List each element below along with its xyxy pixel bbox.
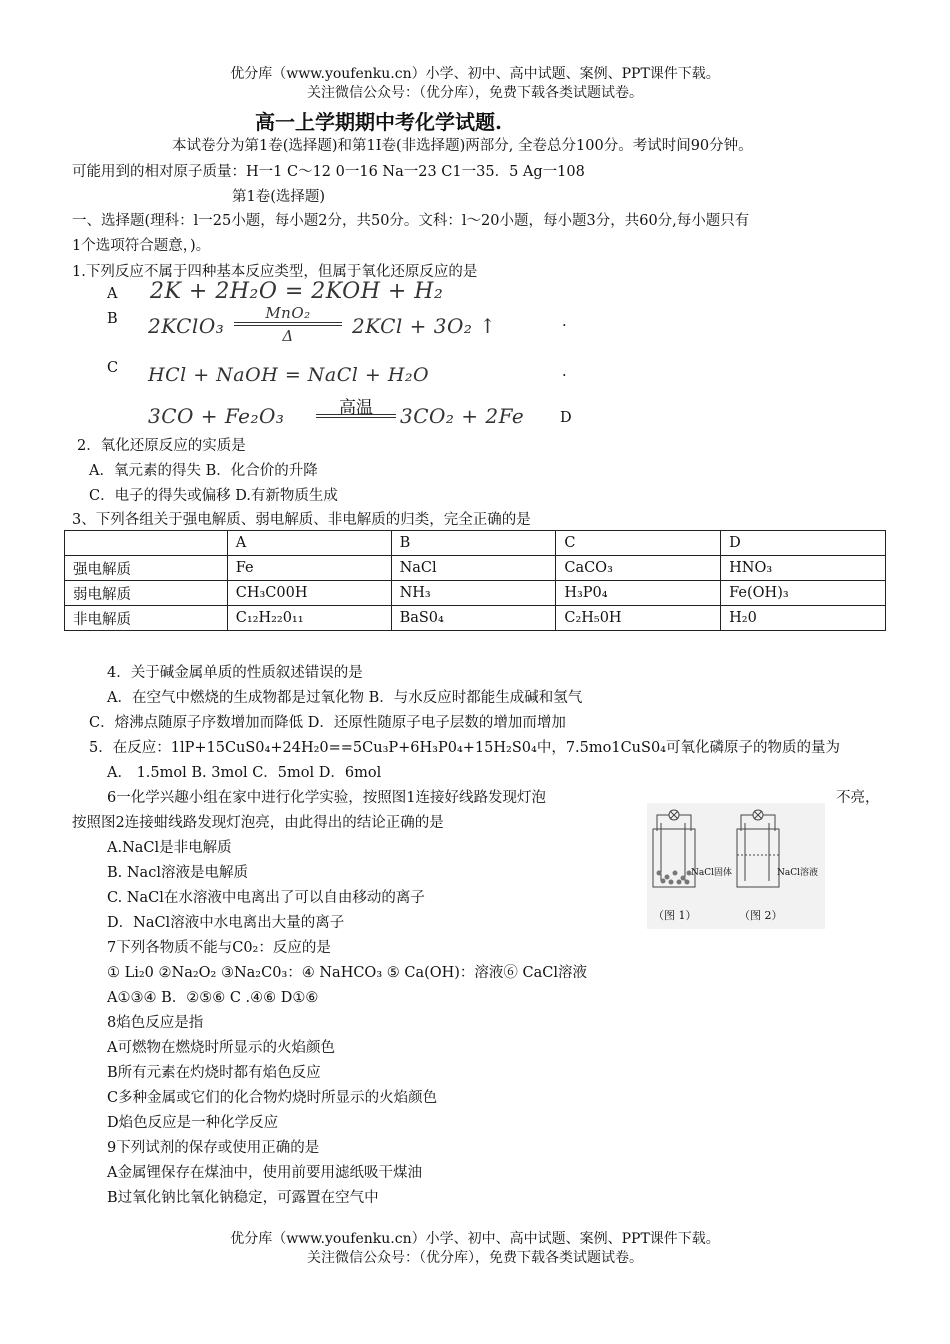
q8-option-a: A可燃物在燃烧时所显示的火焰颜色 bbox=[107, 1040, 335, 1056]
intro-text: 本试卷分为第1卷(选择题)和第1I卷(非选择题)两部分, 全卷总分100分。考试时间90分钟。 bbox=[172, 138, 753, 154]
table-cell: C₁₂H₂₂0₁₁ bbox=[227, 606, 391, 631]
q8-option-b: B所有元素在灼烧时都有焰色反应 bbox=[107, 1065, 321, 1081]
table-header-cell bbox=[65, 531, 228, 556]
q4-options-cd: C．熔沸点随原子序数增加而降低 D．还原性随原子电子层数的增加而增加 bbox=[89, 715, 566, 731]
q6-stem-line-1-tail: 不亮， bbox=[836, 790, 880, 806]
q6-option-d: D．NaCl溶液中水电离出大量的离子 bbox=[107, 915, 345, 931]
header-line-2: 关注微信公众号：（优分库），免费下载各类试题试卷。 bbox=[307, 85, 643, 101]
page-title: 高一上学期期中考化学试题. bbox=[255, 110, 502, 134]
q6-stem-line-2: 按照图2连接蚶线路发现灯泡亮，由此得出的结论正确的是 bbox=[72, 815, 444, 831]
atomic-mass-text: 可能用到的相对原子质量：H一1 C～12 0一16 Na一23 C1一35．5 Ag一108 bbox=[72, 164, 585, 180]
header-line-1: 优分库（www.youfenku.cn）小学、初中、高中试题、案例、PPT课件下载。 bbox=[230, 66, 720, 82]
table-cell: H₃P0₄ bbox=[556, 581, 721, 606]
section-1-title: 第1卷(选择题) bbox=[232, 189, 326, 205]
q1-equation-b-arrow-line-2 bbox=[234, 325, 342, 326]
figure-1-label: NaCl固体 bbox=[691, 868, 733, 878]
table-cell: H₂0 bbox=[721, 606, 886, 631]
q1-equation-d-line-2 bbox=[316, 417, 396, 418]
electrolyte-table bbox=[64, 530, 886, 631]
q6-stem-line-1: 6一化学兴趣小组在家中进行化学实验，按照图1连接好线路发现灯泡 bbox=[107, 790, 546, 806]
q1-equation-d-left: 3CO + Fe₂O₃ bbox=[148, 404, 285, 428]
table-header-cell: D bbox=[721, 531, 886, 556]
footer-line-2: 关注微信公众号：（优分库），免费下载各类试题试卷。 bbox=[307, 1250, 643, 1266]
q2-options-cd: C．电子的得失或偏移 D.有新物质生成 bbox=[89, 488, 338, 504]
q1-option-d-label: D bbox=[560, 410, 572, 426]
figure-1-caption: （图 1） bbox=[653, 909, 697, 922]
table-cell: NH₃ bbox=[391, 581, 556, 606]
table-header-cell: B bbox=[391, 531, 556, 556]
q8-option-c: C多种金属或它们的化合物灼烧时所显示的火焰颜色 bbox=[107, 1090, 438, 1106]
q9-option-b: B过氧化钠比氧化钠稳定，可露置在空气中 bbox=[107, 1190, 379, 1206]
q4-options-ab: A．在空气中燃烧的生成物都是过氧化物 B．与水反应时都能生成碱和氢气 bbox=[107, 690, 583, 706]
table-cell: NaCl bbox=[391, 556, 556, 581]
instruction-line-2: 1个选项符合题意，)。 bbox=[72, 238, 211, 254]
table-cell: C₂H₅0H bbox=[556, 606, 721, 631]
figure-2-label: NaCl溶液 bbox=[777, 868, 819, 878]
q8-stem: 8焰色反应是指 bbox=[107, 1015, 204, 1031]
q1-equation-c-dot: . bbox=[562, 364, 567, 380]
q1-equation-c: HCl + NaOH = NaCl + H₂O bbox=[148, 364, 430, 386]
row-label: 弱电解质 bbox=[65, 581, 228, 606]
q1-equation-b-left: 2KClO₃ bbox=[148, 314, 225, 338]
q1-equation-b-arrow-line bbox=[234, 322, 342, 323]
table-cell: BaS0₄ bbox=[391, 606, 556, 631]
q1-equation-d-right: 3CO₂ + 2Fe bbox=[400, 404, 525, 428]
table-cell: CH₃C00H bbox=[227, 581, 391, 606]
q1-equation-b-right: 2KCl + 3O₂ ↑ bbox=[352, 314, 497, 338]
q1-equation-d-line bbox=[316, 414, 396, 415]
row-label: 强电解质 bbox=[65, 556, 228, 581]
table-cell: Fe bbox=[227, 556, 391, 581]
q1-equation-b-catalyst: MnO₂ bbox=[265, 304, 311, 322]
q9-option-a: A金属锂保存在煤油中，使用前要用滤纸吸干煤油 bbox=[107, 1165, 422, 1181]
figure-2-caption: （图 2） bbox=[739, 909, 783, 922]
q6-option-b: B. Nacl溶液是电解质 bbox=[107, 865, 248, 881]
instruction-line-1: 一、选择题(理科：l一25小题，每小题2分，共50分。文科：l～20小题，每小题3分，共60分,每小题只有 bbox=[72, 213, 750, 229]
q8-option-d: D焰色反应是一种化学反应 bbox=[107, 1115, 279, 1131]
q2-options-ab: A．氧元素的得失 B．化合价的升降 bbox=[89, 463, 318, 479]
q7-options: A①③④ B．②⑤⑥ C .④⑥ D①⑥ bbox=[107, 990, 319, 1006]
footer-line-1: 优分库（www.youfenku.cn）小学、初中、高中试题、案例、PPT课件下载。 bbox=[230, 1231, 720, 1247]
row-label: 非电解质 bbox=[65, 606, 228, 631]
table-row bbox=[65, 556, 886, 581]
q1-equation-b-heat: Δ bbox=[282, 327, 294, 345]
circuit-figure bbox=[647, 803, 825, 929]
q4-stem: 4．关于碱金属单质的性质叙述错误的是 bbox=[107, 665, 363, 681]
table-cell: HNO₃ bbox=[721, 556, 886, 581]
q5-options: A． 1.5mol B. 3mol C．5mol D．6mol bbox=[107, 765, 382, 781]
table-row bbox=[65, 606, 886, 631]
table-cell: CaCO₃ bbox=[556, 556, 721, 581]
q3-stem: 3、下列各组关于强电解质、弱电解质、非电解质的归类，完全正确的是 bbox=[72, 512, 531, 528]
table-header-cell: C bbox=[556, 531, 721, 556]
table-row bbox=[65, 581, 886, 606]
table-header-cell: A bbox=[227, 531, 391, 556]
q1-equation-b-dot: . bbox=[562, 314, 567, 330]
q5-stem: 5．在反应：1lP+15CuS0₄+24H₂0==5Cu₃P+6H₃P0₄+15H₂S0₄中，7.5mo1CuS0₄可氧化磷原子的物质的量为 bbox=[89, 740, 840, 756]
q9-stem: 9下列试剂的保存或使用正确的是 bbox=[107, 1140, 320, 1156]
q1-equation-d-condition: 高温 bbox=[339, 398, 373, 418]
table-cell: Fe(OH)₃ bbox=[721, 581, 886, 606]
q1-option-b-label: B bbox=[107, 311, 118, 327]
q1-option-a-label: A bbox=[107, 286, 118, 302]
q1-option-c-label: C bbox=[107, 360, 119, 376]
q6-option-c: C. NaCl在水溶液中电离出了可以自由移动的离子 bbox=[107, 890, 425, 906]
q1-equation-a: 2K + 2H₂O = 2KOH + H₂ bbox=[150, 279, 444, 304]
table-header-row bbox=[65, 531, 886, 556]
q6-option-a: A.NaCl是非电解质 bbox=[107, 840, 232, 856]
q7-stem: 7下列各物质不能与C0₂：反应的是 bbox=[107, 940, 331, 956]
q2-stem: 2．氧化还原反应的实质是 bbox=[77, 438, 246, 454]
q7-items: ① Li₂0 ②Na₂O₂ ③Na₂C0₃：④ NaHCO₃ ⑤ Ca(OH)：溶液⑥ CaCl溶液 bbox=[107, 965, 588, 981]
q1-stem: 1.下列反应不属于四种基本反应类型，但属于氧化还原反应的是 bbox=[72, 264, 478, 280]
